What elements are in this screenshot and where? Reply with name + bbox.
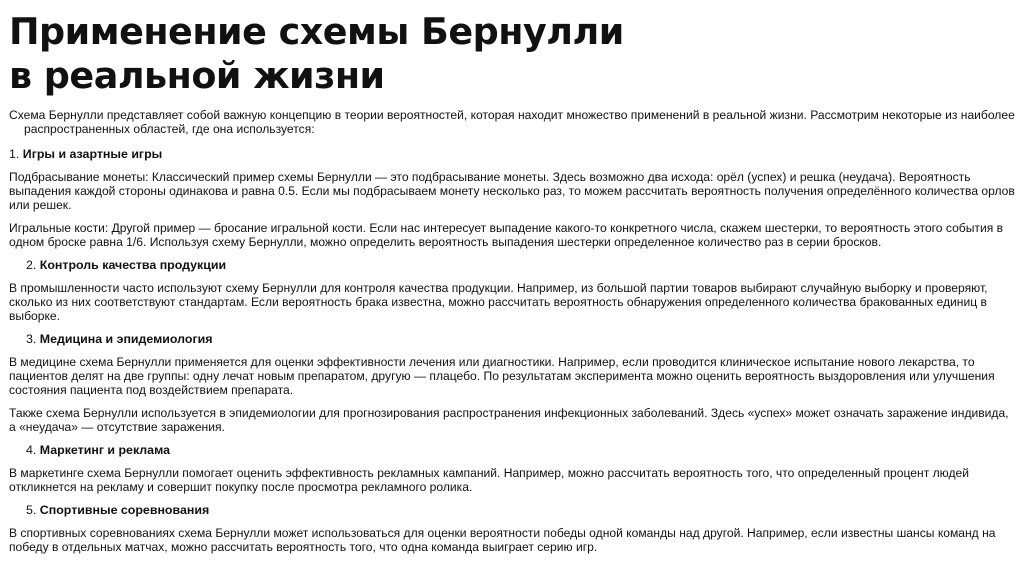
title-line-1: Применение схемы Бернулли (9, 10, 624, 53)
section-heading-sports (9, 503, 1015, 517)
intro-paragraph: Схема Бернулли представляет собой важную концепцию в теории вероятностей, которая находит множество применений в реальной жизни. Рассмотрим некоторые из наиболее распространенных областей, где она используется: (9, 108, 1015, 136)
document-body (9, 108, 1015, 563)
paragraph: В маркетинге схема Бернулли помогает оценить эффективность рекламных кампаний. Например, можно рассчитать вероятность того, что определенный процент людей откликнется на рекламу и совершит покупку после просмотра рекламного ролика. (9, 466, 969, 494)
section-number: 2. (26, 258, 37, 272)
paragraph: В промышленности часто используют схему Бернулли для контроля качества продукции. Например, из большой партии товаров выбирают случайную выборку и проверяют, сколько из них соответствуют стандартам. Если вероятность брака известна, можно рассчитать вероятность обнаружения определенного количества бракованных единиц в выборке. (9, 281, 988, 323)
section-title: Контроль качества продукции (39, 258, 227, 272)
section-number: 1. (9, 147, 20, 161)
section-heading-quality-control (9, 258, 1015, 272)
paragraph: В спортивных соревнованиях схема Бернулли может использоваться для оценки вероятности победы одной команды над другой. Например, если известны шансы команд на победу в отдельных матчах, можно рассчитать вероятность того, что одна команда выиграет серию игр. (9, 526, 996, 554)
section-heading-games (9, 147, 1015, 161)
section-title: Спортивные соревнования (39, 503, 210, 517)
section-number: 3. (26, 332, 37, 346)
section-number: 4. (26, 443, 37, 457)
paragraph: Также схема Бернулли используется в эпидемиологии для прогнозирования распространения инфекционных заболеваний. Здесь «успех» может означать заражение индивида, а «неудача» — отсутствие заражения. (9, 406, 1009, 434)
section-title: Маркетинг и реклама (39, 443, 170, 457)
section-heading-marketing (9, 443, 1015, 457)
section-title: Игры и азартные игры (22, 147, 163, 161)
section-title: Медицина и эпидемиология (39, 332, 213, 346)
section-number: 5. (26, 503, 37, 517)
title-line-2: в реальной жизни (9, 54, 385, 97)
page-title (9, 10, 624, 98)
section-heading-medicine (9, 332, 1015, 346)
paragraph: Подбрасывание монеты: Классический пример схемы Бернулли — это подбрасывание монеты. Здесь возможно два исхода: орёл (успех) и решка (неудача). Вероятность выпадения каждой стороны одинакова и равна 0.5. Если мы подбрасываем монету несколько раз, то можем рассчитать вероятность получения определённого количества орлов или решек. (9, 170, 1015, 212)
paragraph: В медицине схема Бернулли применяется для оценки эффективности лечения или диагностики. Например, если проводится клиническое испытание нового лекарства, то пациентов делят на две группы: одну лечат новым препаратом, другую — плацебо. По результатам эксперимента можно оценить вероятность выздоровления или улучшения состояния пациента под воздействием препарата. (9, 355, 995, 397)
paragraph: Игральные кости: Другой пример — бросание игральной кости. Если нас интересует выпадение какого-то конкретного числа, скажем шестерки, то вероятность этого события в одном броске равна 1/6. Используя схему Бернулли, можно определить вероятность выпадения шестерки определенное количество раз в серии бросков. (9, 221, 1004, 249)
